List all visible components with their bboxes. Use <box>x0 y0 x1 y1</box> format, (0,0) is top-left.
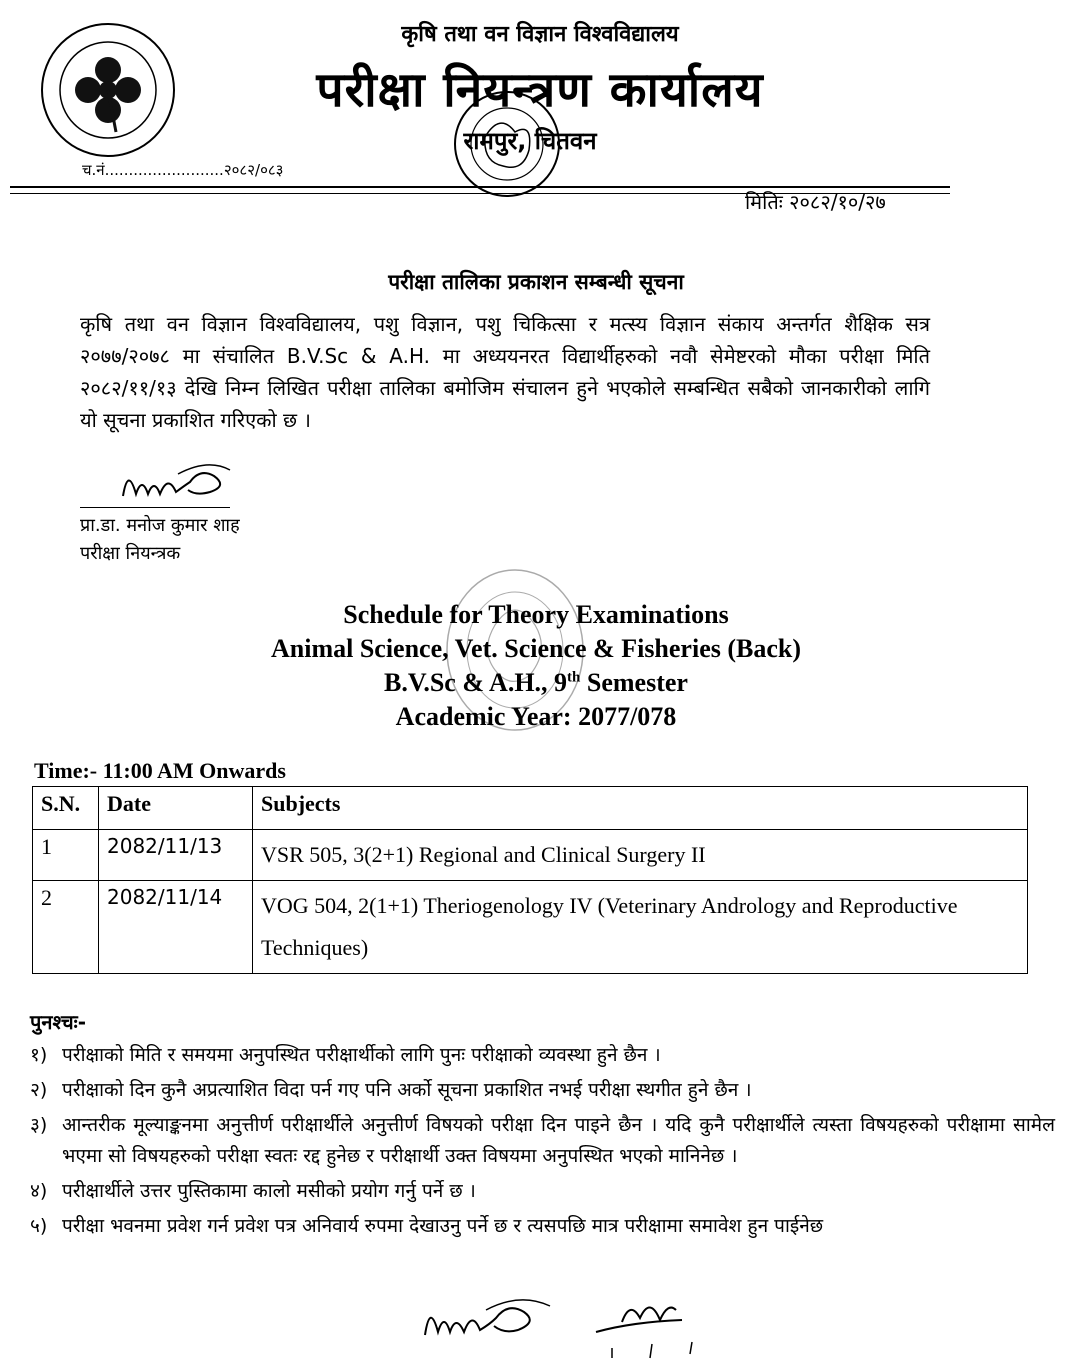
note-text: परीक्षाको मिति र समयमा अनुपस्थित परीक्षार्थीको लागि पुनः परीक्षाको व्यवस्था हुने छैन । <box>62 1044 661 1066</box>
note-text: परीक्षा भवनमा प्रवेश गर्न प्रवेश पत्र अनिवार्य रुपमा देखाउनु पर्ने छ र त्यसपछि मात्र परीक्षामा समावेश हुन पाईनेछ <box>62 1215 824 1237</box>
reference-number: च.नं.........................२०८२/०८३ <box>82 161 284 179</box>
office-place: रामपुर, चितवन <box>463 127 597 155</box>
note-text: आन्तरीक मूल्याङ्कनमा अनुत्तीर्ण परीक्षार्थीले अनुत्तीर्ण विषयको परीक्षा दिन पाइने छैन । यदि कुनै परीक्षार्थीले त्यस्ता विषयहरुको परीक्षामा सामेल भएमा सो विषयहरुको परीक्षा स्वतः रद्द हुनेछ र परीक्षार्थी उक्त विषयमा अनुपस्थित भएको मानिनेछ । <box>62 1114 1055 1167</box>
signature-line <box>80 507 230 508</box>
header-subjects: Subjects <box>253 787 1028 830</box>
list-item <box>30 1176 1055 1207</box>
row-subject: VSR 505, 3(2+1) Regional and Clinical Surgery II <box>253 830 1028 881</box>
notice-title: परीक्षा तालिका प्रकाशन सम्बन्धी सूचना <box>388 270 684 294</box>
note-number: ४) <box>30 1180 48 1202</box>
postscript-notes <box>30 1040 1055 1246</box>
postscript-label: पुनश्चः- <box>30 1010 87 1034</box>
row-date: 2082/11/14 <box>99 881 253 974</box>
note-number: ५) <box>30 1215 48 1237</box>
office-name: परीक्षा नियन्त्रण कार्यालय <box>316 62 764 118</box>
program-superscript: th <box>567 669 581 686</box>
program-name: B.V.Sc & A.H., 9 <box>384 668 568 697</box>
schedule-subtitle: Animal Science, Vet. Science & Fisheries (Back) <box>270 634 802 663</box>
bottom-signature-left <box>420 1290 560 1350</box>
note-number: ३) <box>30 1114 48 1136</box>
controller-signature <box>118 456 238 511</box>
schedule-program <box>0 668 1072 698</box>
list-item <box>30 1110 1055 1172</box>
university-name: कृषि तथा वन विज्ञान विश्वविद्यालय <box>401 22 679 47</box>
row-sn: 2 <box>33 881 99 974</box>
row-sn: 1 <box>33 830 99 881</box>
university-logo <box>38 20 178 160</box>
notice-date: मितिः २०८२/१०/२७ <box>745 190 886 214</box>
list-item <box>30 1211 1055 1242</box>
signatory-block <box>80 512 240 568</box>
notice-body: कृषि तथा वन विज्ञान विश्वविद्यालय, पशु विज्ञान, पशु चिकित्सा र मत्स्य विज्ञान संकाय अन्तर्गत शैक्षिक सत्र २०७७/२०७८ मा संचालित B.V.Sc & A.H. मा अध्ययनरत विद्यार्थीहरुको नवौ सेमेष्टरको मौका परीक्षा मिति २०८२/११/१३ देखि निम्न लिखित परीक्षा तालिका बमोजिम संचालन हुने भएकोले सम्बन्धित सबैको जानकारीको लागि यो सूचना प्रकाशित गरिएको छ । <box>80 312 930 432</box>
bottom-signature-right <box>592 1292 702 1360</box>
academic-year: Academic Year: 2077/078 <box>395 702 677 731</box>
table-row <box>33 830 1028 881</box>
list-item <box>30 1075 1055 1106</box>
note-text: परीक्षार्थीले उत्तर पुस्तिकामा कालो मसीको प्रयोग गर्नु पर्ने छ । <box>62 1180 476 1202</box>
signatory-title: परीक्षा नियन्त्रक <box>80 543 181 564</box>
table-header-row <box>33 787 1028 830</box>
exam-time: Time:- 11:00 AM Onwards <box>34 758 286 783</box>
note-text: परीक्षाको दिन कुनै अप्रत्याशित विदा पर्न गए पनि अर्को सूचना प्रकाशित नभई परीक्षा स्थगीत हुने छैन । <box>62 1079 752 1101</box>
header-date: Date <box>99 787 253 830</box>
note-number: २) <box>30 1079 48 1101</box>
schedule-title: Schedule for Theory Examinations <box>343 600 729 629</box>
schedule-table <box>32 786 1028 974</box>
program-semester: Semester <box>580 668 688 697</box>
header-sn: S.N. <box>33 787 99 830</box>
note-number: १) <box>30 1044 48 1066</box>
row-subject: VOG 504, 2(1+1) Theriogenology IV (Veterinary Andrology and Reproductive Techniques) <box>253 881 1028 974</box>
row-date: 2082/11/13 <box>99 830 253 881</box>
list-item <box>30 1040 1055 1071</box>
signatory-name: प्रा.डा. मनोज कुमार शाह <box>80 515 240 536</box>
table-row <box>33 881 1028 974</box>
